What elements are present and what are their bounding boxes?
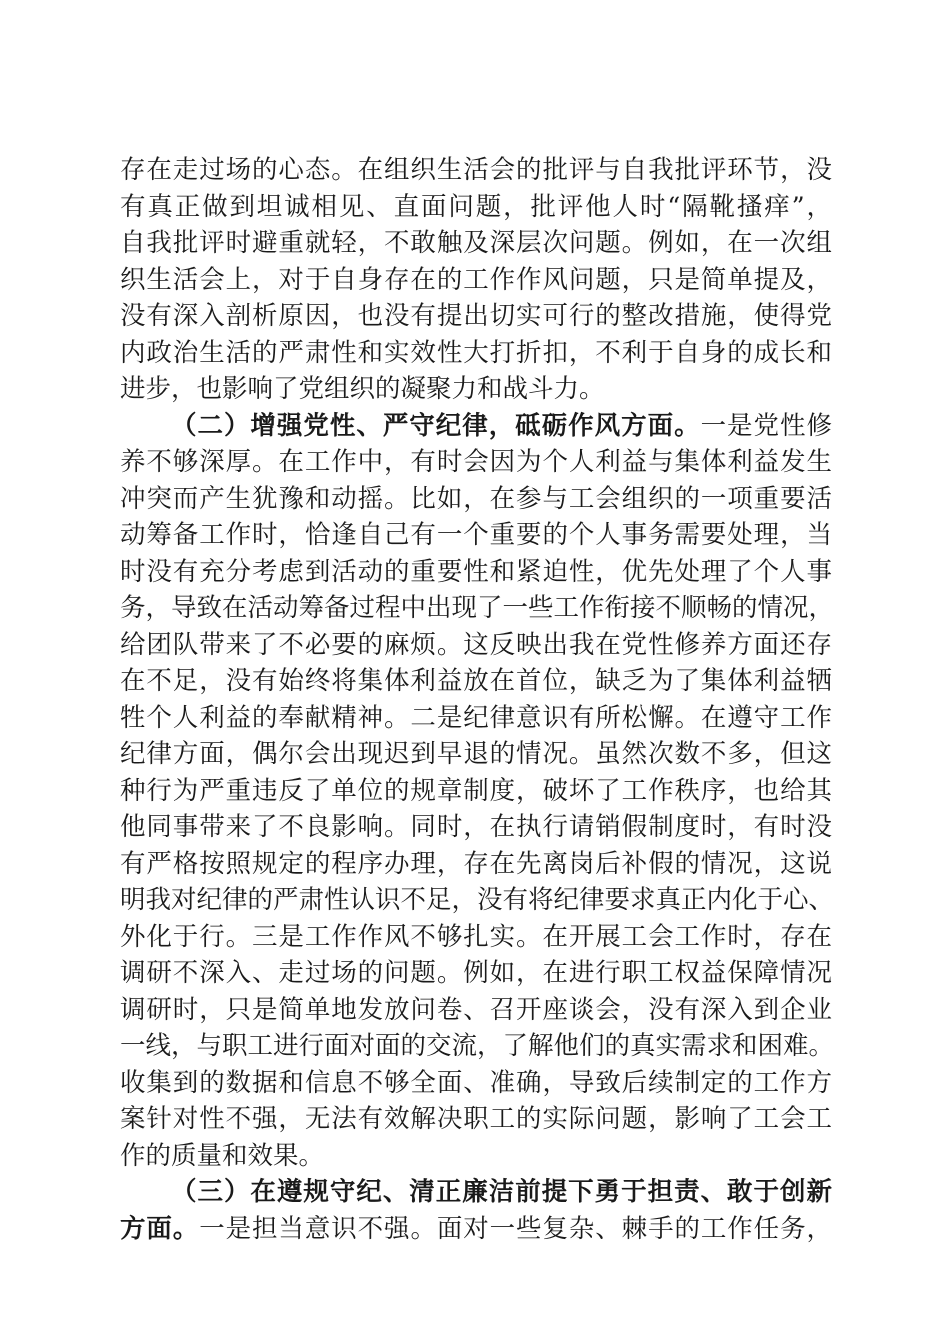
- paragraph-2-line: 外化于行。三是工作作风不够扎实。在开展工会工作时，存在: [120, 921, 832, 952]
- paragraph-2-line: 给团队带来了不必要的麻烦。这反映出我在党性修养方面还存: [120, 629, 832, 660]
- paragraph-2-line: 调研不深入、走过场的问题。例如，在进行职工权益保障情况: [120, 958, 832, 988]
- section-heading-3-line-1: （三）在遵规守纪、清正廉洁前提下勇于担责、敢于创新: [171, 1177, 832, 1207]
- paragraph-1-line-6: 内政治生活的严肃性和实效性大打折扣，不利于自身的成长和: [120, 337, 832, 368]
- paragraph-2-line: 在不足，没有始终将集体利益放在首位，缺乏为了集体利益牺: [120, 666, 832, 696]
- paragraph-2-last-line: 作的质量和效果。: [120, 1140, 325, 1171]
- paragraph-2-first-line-rest: 一是党性修: [700, 410, 832, 441]
- paragraph-2-line: 种行为严重违反了单位的规章制度，破坏了工作秩序，也给其: [120, 775, 832, 806]
- paragraph-2-line: 时没有充分考虑到活动的重要性和紧迫性，优先处理了个人事: [120, 556, 832, 587]
- paragraph-2-line: 纪律方面，偶尔会出现迟到早退的情况。虽然次数不多，但这: [120, 739, 832, 769]
- document-body: [120, 152, 835, 1247]
- paragraph-2-line: 收集到的数据和信息不够全面、准确，导致后续制定的工作方: [120, 1067, 832, 1098]
- paragraph-2-line: 牲个人利益的奉献精神。二是纪律意识有所松懈。在遵守工作: [120, 702, 832, 733]
- paragraph-2-line: 一线，与职工进行面对面的交流，了解他们的真实需求和困难。: [120, 1031, 835, 1061]
- paragraph-3-line-2-rest: 一是担当意识不强。面对一些复杂、棘手的工作任务，: [199, 1213, 832, 1244]
- paragraph-3-line-2: [120, 1211, 832, 1248]
- paragraph-2-line: 明我对纪律的严肃性认识不足，没有将纪律要求真正内化于心、: [120, 885, 835, 915]
- paragraph-2-line: 冲突而产生犹豫和动摇。比如，在参与工会组织的一项重要活: [120, 483, 832, 514]
- paragraph-2-line: 他同事带来了不良影响。同时，在执行请销假制度时，有时没: [120, 812, 832, 842]
- paragraph-2-line: 养不够深厚。在工作中，有时会因为个人利益与集体利益发生: [120, 447, 832, 477]
- paragraph-2-line: 有严格按照规定的程序办理，存在先离岗后补假的情况，这说: [120, 848, 832, 879]
- paragraph-2-line: 案针对性不强，无法有效解决职工的实际问题，影响了工会工: [120, 1104, 832, 1134]
- paragraph-1-line-5: 没有深入剖析原因，也没有提出切实可行的整改措施，使得党: [120, 301, 832, 331]
- paragraph-1-line-3: 自我批评时避重就轻，不敢触及深层次问题。例如，在一次组: [120, 228, 832, 258]
- paragraph-1-line-7: 进步，也影响了党组织的凝聚力和战斗力。: [120, 374, 605, 404]
- paragraph-2-first-line: [120, 408, 832, 445]
- paragraph-2-line: 务，导致在活动筹备过程中出现了一些工作衔接不顺畅的情况，: [120, 593, 835, 623]
- paragraph-1-line-1: 存在走过场的心态。在组织生活会的批评与自我批评环节，没: [120, 155, 832, 185]
- paragraph-1-line-4: 织生活会上，对于自身存在的工作作风问题，只是简单提及，: [120, 264, 832, 295]
- section-heading-2: （二）增强党性、严守纪律，砥砺作风方面。: [171, 410, 701, 441]
- paragraph-1-line-2: 有真正做到坦诚相见、直面问题，批评他人时“隔靴搔痒”，: [120, 191, 832, 222]
- paragraph-2-line: 动筹备工作时，恰逢自己有一个重要的个人事务需要处理，当: [120, 520, 832, 550]
- section-heading-3-line-2: 方面。: [120, 1213, 200, 1244]
- paragraph-2-line: 调研时，只是简单地发放问卷、召开座谈会，没有深入到企业: [120, 994, 832, 1025]
